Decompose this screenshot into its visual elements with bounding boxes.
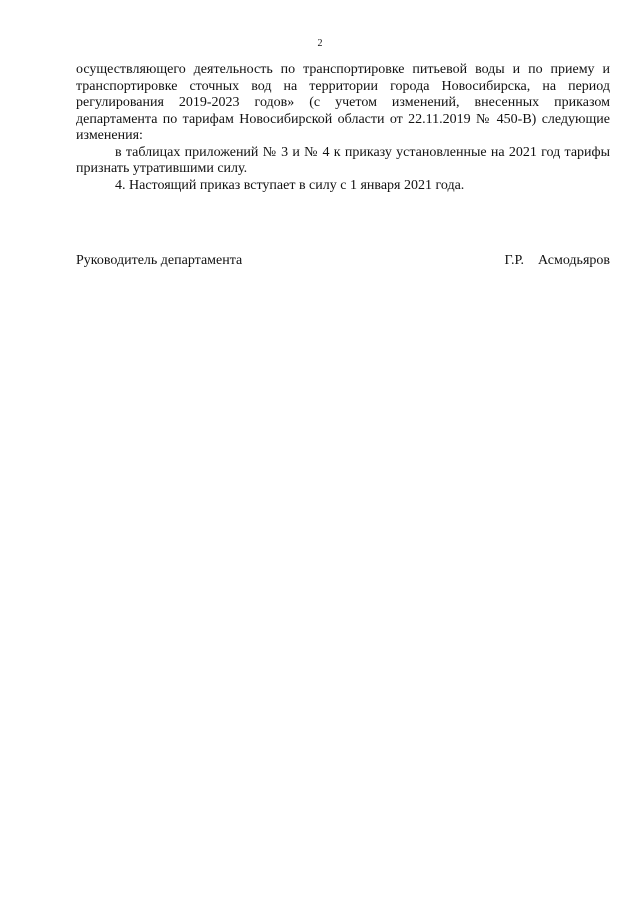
paragraph-tables-clause: в таблицах приложений № 3 и № 4 к приказу установленные на 2021 год тарифы признать утратившими силу. bbox=[76, 144, 610, 176]
signatory-initials: Г.Р. bbox=[504, 253, 524, 268]
document-body bbox=[76, 62, 610, 194]
signatory-surname: Асмодьяров bbox=[538, 253, 610, 268]
signatory-name bbox=[504, 253, 610, 270]
signatory-position: Руководитель департамента bbox=[76, 253, 243, 268]
signature-block bbox=[76, 253, 610, 270]
paragraph-effective-date: 4. Настоящий приказ вступает в силу с 1 января 2021 года. bbox=[115, 177, 465, 193]
paragraph-continuation: осуществляющего деятельность по транспортировке питьевой воды и по приему и транспортировке сточных вод на территории города Новосибирска, на период регулирования 2019-2023 годов» (с учетом изменений, внесенных приказом департамента по тарифам Новосибирской области от 22.11.2019 № 450-В) следующие изменения: bbox=[76, 62, 610, 143]
page-number: 2 bbox=[317, 38, 323, 49]
